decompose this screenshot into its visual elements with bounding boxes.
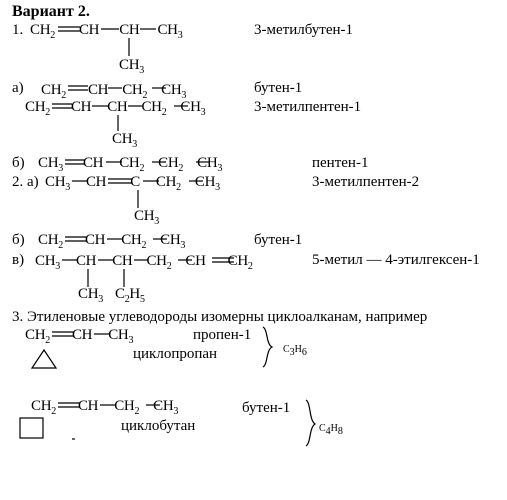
atom: CH — [146, 253, 167, 269]
atom: CH — [119, 155, 140, 171]
subscript: 3 — [55, 261, 60, 272]
qa-name-1: бутен-1 — [254, 80, 303, 96]
subscript: 2 — [61, 90, 66, 101]
subscript: 2 — [142, 90, 148, 101]
subscript: 2 — [161, 107, 167, 118]
cyclobutane-ring — [20, 418, 43, 438]
atom: CH — [197, 155, 218, 171]
atom: CH — [31, 398, 52, 414]
atom: CH — [25, 327, 46, 343]
subscript: 2 — [139, 163, 145, 174]
atom: CH — [161, 82, 182, 98]
atom: C — [319, 423, 326, 434]
atom: H — [129, 286, 140, 302]
subscript: 3 — [289, 347, 295, 358]
variant-title: Вариант 2. — [12, 3, 90, 20]
atom: CH — [41, 82, 62, 98]
subscript: 3 — [154, 216, 159, 227]
atom: CH — [71, 327, 93, 343]
q2b-name: бутен-1 — [254, 232, 303, 248]
atom: CH — [119, 22, 140, 38]
atom: CH — [185, 253, 206, 269]
atom: CH — [122, 82, 143, 98]
atom: CH — [112, 253, 133, 269]
atom: CH — [114, 398, 135, 414]
atom: CH — [45, 174, 66, 190]
atom: CH — [25, 99, 46, 115]
atom: CH — [38, 232, 59, 248]
atom: CH — [77, 398, 99, 414]
subscript: 3 — [217, 163, 223, 174]
atom: H — [330, 423, 338, 434]
atom: CH — [108, 327, 129, 343]
q3-name-2: бутен-1 — [242, 400, 291, 416]
atom: CH — [70, 99, 92, 115]
subscript: 4 — [325, 426, 331, 437]
qa-name-2: 3-метилпентен-1 — [254, 99, 362, 115]
q2b-label: б) — [12, 232, 25, 248]
subscript: 2 — [50, 30, 55, 41]
q2a-name: 3-метилпентен-2 — [312, 174, 420, 190]
atom: CH — [194, 174, 216, 190]
atom: CH — [112, 131, 133, 147]
atom: CH — [180, 99, 201, 115]
subscript: 2 — [134, 406, 140, 417]
qb-name: пентен-1 — [312, 155, 369, 171]
atom: CH — [30, 22, 51, 38]
atom: CH — [85, 174, 107, 190]
atom: CH — [155, 174, 177, 190]
subscript: 6 — [301, 347, 307, 358]
atom: CH — [75, 253, 97, 269]
atom: CH — [160, 232, 181, 248]
q3-cycloname-1: циклопропан — [133, 346, 218, 362]
atom: CH — [84, 232, 106, 248]
qb-label: б) — [12, 155, 25, 171]
subscript: 3 — [180, 240, 186, 251]
subscript: 2 — [124, 294, 130, 305]
atom: CH — [119, 57, 140, 73]
atom: CH — [82, 155, 104, 171]
bracket — [306, 400, 315, 446]
subscript: 3 — [65, 182, 70, 193]
subscript: 3 — [98, 294, 103, 305]
subscript: 2 — [166, 261, 172, 272]
q3-name-1: пропен-1 — [193, 327, 252, 343]
atom: CH — [227, 253, 248, 269]
atom: CH — [157, 22, 178, 38]
subscript: 2 — [58, 240, 63, 251]
atom: C — [130, 174, 140, 190]
q1-name: 3-метилбутен-1 — [254, 22, 354, 38]
atom: CH — [134, 208, 155, 224]
q2v-label: в) — [12, 252, 25, 268]
subscript: 3 — [181, 90, 187, 101]
atom: CH — [158, 155, 179, 171]
atom: CH — [78, 286, 99, 302]
atom: H — [294, 344, 302, 355]
subscript: 3 — [173, 406, 179, 417]
subscript: 5 — [139, 294, 145, 305]
subscript: 2 — [51, 406, 56, 417]
subscript: 2 — [141, 240, 147, 251]
q3-statement: 3. Этиленовые углеводороды изомерны циклоалканам, например — [12, 309, 428, 325]
subscript: 3 — [200, 107, 206, 118]
q1-number: 1. — [12, 22, 24, 38]
q2v-name: 5-метил — 4-этилгексен-1 — [312, 252, 480, 268]
atom: CH — [87, 82, 109, 98]
subscript: 3 — [132, 139, 137, 150]
qa-label: а) — [12, 80, 24, 96]
q3-cycloname-2: циклобутан — [121, 418, 196, 434]
atom: CH — [153, 398, 174, 414]
subscript: 3 — [58, 163, 63, 174]
subscript: 3 — [177, 30, 183, 41]
subscript: 8 — [337, 426, 343, 437]
atom: CH — [35, 253, 56, 269]
subscript: 2 — [45, 335, 50, 346]
subscript: 3 — [215, 182, 220, 193]
subscript: 3 — [139, 65, 144, 76]
atom: C — [283, 344, 290, 355]
subscript: 2 — [247, 261, 253, 272]
bracket — [263, 327, 272, 367]
subscript: 2 — [45, 107, 50, 118]
q2a-label: 2. а) — [12, 174, 39, 190]
subscript: 3 — [128, 335, 134, 346]
atom: CH — [38, 155, 59, 171]
cyclopropane-ring — [32, 350, 56, 368]
subscript: 2 — [176, 182, 181, 193]
atom: CH — [107, 99, 128, 115]
atom: CH — [141, 99, 162, 115]
atom: C — [115, 286, 125, 302]
atom: CH — [78, 22, 100, 38]
subscript: 2 — [178, 163, 184, 174]
atom: CH — [121, 232, 142, 248]
